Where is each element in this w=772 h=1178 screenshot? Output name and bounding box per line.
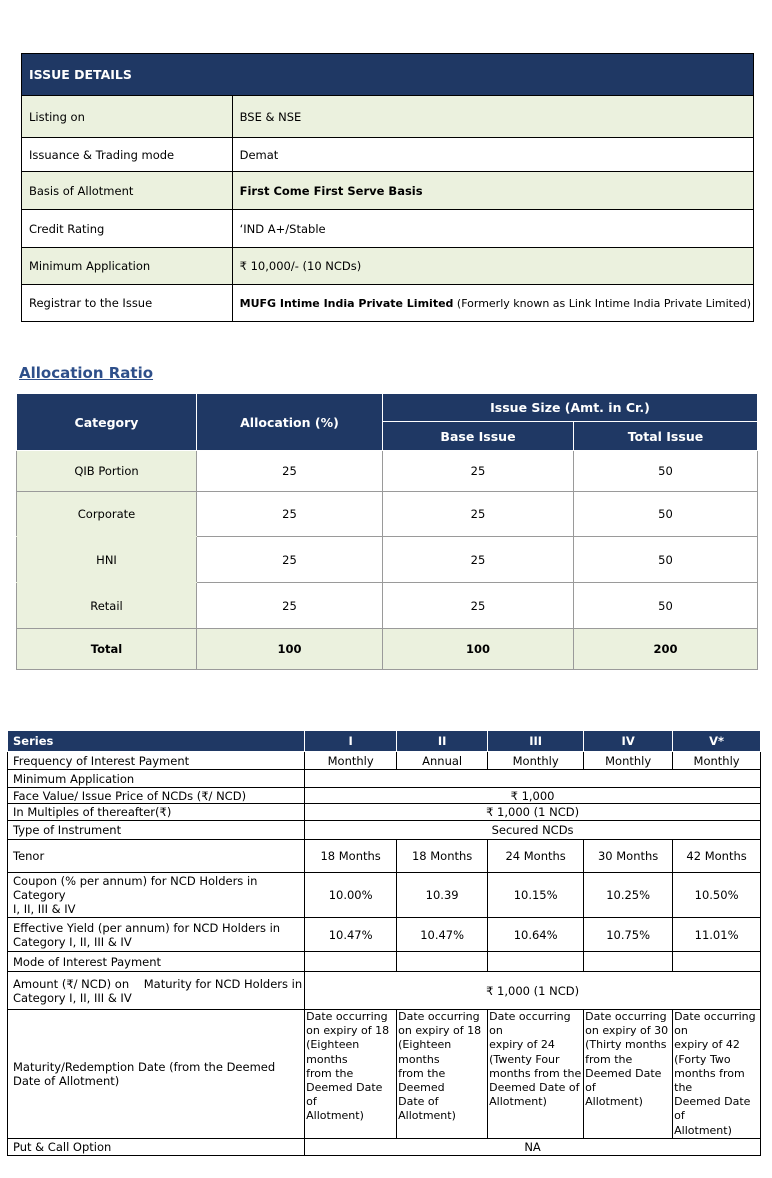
table-row: [8, 952, 761, 972]
series-header-col: III: [488, 731, 584, 752]
issue-details-table: [21, 53, 754, 322]
yield-cell: 11.01%: [673, 918, 761, 952]
allocation-cell: 25: [197, 492, 383, 537]
row-label: [8, 1010, 305, 1139]
row-label: Tenor: [8, 840, 305, 873]
table-row: [8, 918, 761, 952]
maturity-cell: [397, 1010, 488, 1139]
row-label: Credit Rating: [22, 210, 233, 248]
row-label: Mode of Interest Payment: [8, 952, 305, 972]
category-cell: Total: [17, 629, 197, 670]
maturity-line: Date of: [398, 1095, 439, 1109]
amount-label-line: Category I, II, III & IV: [13, 990, 132, 1005]
maturity-line: (Forty Two: [674, 1052, 731, 1066]
total-row: [17, 629, 758, 670]
table-row: [8, 1138, 761, 1155]
row-value: ₹ 10,000/- (10 NCDs): [232, 248, 753, 285]
maturity-label-line: Maturity/Redemption Date (from the Deemed: [13, 1059, 276, 1074]
row-label: [8, 918, 305, 952]
table-row: [8, 840, 761, 873]
total-cell: 200: [574, 629, 758, 670]
row-value: BSE & NSE: [232, 96, 753, 138]
empty-cell: [488, 952, 584, 972]
base-cell: 25: [383, 583, 574, 629]
allocation-cell: 25: [197, 451, 383, 492]
coupon-cell: 10.15%: [488, 873, 584, 918]
yield-cell: 10.64%: [488, 918, 584, 952]
yield-label-line: Category I, II, III & IV: [13, 934, 132, 949]
allocation-ratio-title: Allocation Ratio: [19, 364, 154, 382]
maturity-cell: [584, 1010, 673, 1139]
maturity-line: Allotment): [306, 1109, 364, 1123]
table-row: [17, 492, 758, 537]
maturity-line: Date occurring on: [489, 1010, 571, 1038]
series-header-col: II: [397, 731, 488, 752]
row-label: Registrar to the Issue: [22, 285, 233, 322]
series-header-row: [8, 731, 761, 752]
row-value: [232, 285, 753, 322]
row-label: Frequency of Interest Payment: [8, 752, 305, 770]
category-header: Category: [17, 394, 197, 451]
table-row: [22, 96, 754, 138]
empty-cell: [305, 952, 397, 972]
coupon-cell: 10.50%: [673, 873, 761, 918]
coupon-cell: 10.00%: [305, 873, 397, 918]
total-cell: 50: [574, 451, 758, 492]
total-cell: 50: [574, 583, 758, 629]
maturity-line: from the: [306, 1066, 354, 1080]
series-header-label: Series: [8, 731, 305, 752]
empty-cell: [397, 952, 488, 972]
table-row: [22, 138, 754, 172]
table-row: [22, 248, 754, 285]
maturity-line: Deemed Date of: [489, 1081, 580, 1095]
table-row: [8, 821, 761, 840]
maturity-line: from the Deemed: [398, 1066, 446, 1095]
maturity-label-line: Date of Allotment): [13, 1073, 120, 1088]
series-header-col: V*: [673, 731, 761, 752]
face-value-cell: ₹ 1,000: [305, 788, 761, 804]
coupon-label-line: I, II, III & IV: [13, 902, 76, 916]
row-label: Issuance & Trading mode: [22, 138, 233, 172]
maturity-line: Deemed Date of: [306, 1081, 383, 1109]
row-label: Put & Call Option: [8, 1138, 305, 1155]
table-row: [22, 210, 754, 248]
maturity-cell: [488, 1010, 584, 1139]
maturity-line: (Eighteen months: [306, 1038, 360, 1066]
base-cell: 25: [383, 537, 574, 583]
row-label: In Multiples of thereafter(₹): [8, 804, 305, 821]
tenor-cell: 18 Months: [397, 840, 488, 873]
series-header-col: IV: [584, 731, 673, 752]
frequency-cell: Monthly: [488, 752, 584, 770]
total-cell: 50: [574, 537, 758, 583]
coupon-cell: 10.39: [397, 873, 488, 918]
maturity-line: (Eighteen months: [398, 1038, 452, 1066]
maturity-line: Deemed Date of: [674, 1095, 751, 1123]
registrar-note: (Formerly known as Link Intime India Private Limited): [453, 296, 751, 310]
allocation-table: [16, 393, 758, 670]
row-value: ‘IND A+/Stable: [232, 210, 753, 248]
table-row: [8, 972, 761, 1010]
frequency-cell: Annual: [397, 752, 488, 770]
table-row: [8, 873, 761, 918]
coupon-label-line: Category: [13, 888, 66, 902]
maturity-line: on expiry of 18: [306, 1024, 390, 1038]
maturity-cell: [305, 1010, 397, 1139]
row-label: Listing on: [22, 96, 233, 138]
maturity-line: Date occurring: [398, 1010, 480, 1023]
frequency-cell: Monthly: [584, 752, 673, 770]
row-label: Type of Instrument: [8, 821, 305, 840]
maturity-line: Allotment): [585, 1095, 643, 1109]
row-value: Demat: [232, 138, 753, 172]
maturity-line: (Twenty Four: [489, 1052, 560, 1066]
maturity-line: Deemed Date of: [585, 1066, 662, 1095]
table-row: [17, 583, 758, 629]
row-label: [8, 873, 305, 918]
row-label: Minimum Application: [22, 248, 233, 285]
total-cell: 50: [574, 492, 758, 537]
maturity-line: from the: [585, 1052, 633, 1066]
table-row: [8, 788, 761, 804]
row-value: First Come First Serve Basis: [232, 172, 753, 210]
issue-details-header: ISSUE DETAILS: [22, 54, 754, 96]
table-row: [17, 537, 758, 583]
base-cell: 25: [383, 492, 574, 537]
total-issue-header: Total Issue: [574, 422, 758, 451]
category-cell: Retail: [17, 583, 197, 629]
tenor-cell: 18 Months: [305, 840, 397, 873]
maturity-line: Date occurring: [306, 1010, 388, 1023]
maturity-line: Date occurring on: [674, 1010, 756, 1038]
allocation-cell: 25: [197, 537, 383, 583]
maturity-line: expiry of 24: [489, 1038, 555, 1052]
maturity-line: on expiry of 18: [398, 1024, 482, 1038]
row-label: Basis of Allotment: [22, 172, 233, 210]
table-row: [8, 804, 761, 821]
empty-cell: [673, 952, 761, 972]
table-row: [8, 1010, 761, 1139]
multiples-cell: ₹ 1,000 (1 NCD): [305, 804, 761, 821]
maturity-line: (Thirty months: [585, 1038, 667, 1052]
series-table: [7, 730, 761, 1156]
allocation-cell: 100: [197, 629, 383, 670]
registrar-name: MUFG Intime India Private Limited: [239, 296, 454, 310]
allocation-header-row: [17, 394, 758, 422]
series-header-col: I: [305, 731, 397, 752]
allocation-cell: 25: [197, 583, 383, 629]
yield-cell: 10.75%: [584, 918, 673, 952]
frequency-cell: Monthly: [673, 752, 761, 770]
empty-cell: [305, 770, 761, 788]
row-label: Face Value/ Issue Price of NCDs (₹/ NCD): [8, 788, 305, 804]
maturity-line: Allotment): [489, 1095, 547, 1109]
issue-size-header: Issue Size (Amt. in Cr.): [383, 394, 758, 422]
category-cell: HNI: [17, 537, 197, 583]
table-row: [8, 752, 761, 770]
amount-cell: ₹ 1,000 (1 NCD): [305, 972, 761, 1010]
yield-cell: 10.47%: [397, 918, 488, 952]
maturity-line: months from the: [489, 1066, 582, 1080]
table-row: [8, 770, 761, 788]
maturity-line: Date occurring: [585, 1010, 667, 1023]
put-call-cell: NA: [305, 1138, 761, 1155]
yield-label-line: Effective Yield (per annum) for NCD Holders in: [13, 920, 281, 935]
maturity-line: Allotment): [674, 1123, 732, 1137]
table-row: [22, 172, 754, 210]
frequency-cell: Monthly: [305, 752, 397, 770]
table-row: [17, 451, 758, 492]
maturity-line: months from the: [674, 1066, 745, 1095]
base-cell: 25: [383, 451, 574, 492]
instrument-cell: Secured NCDs: [305, 821, 761, 840]
tenor-cell: 24 Months: [488, 840, 584, 873]
coupon-cell: 10.25%: [584, 873, 673, 918]
empty-cell: [584, 952, 673, 972]
maturity-line: Allotment): [398, 1109, 456, 1123]
coupon-label-line: Coupon (% per annum) for NCD Holders in: [13, 874, 258, 888]
tenor-cell: 42 Months: [673, 840, 761, 873]
allocation-header: Allocation (%): [197, 394, 383, 451]
row-label: Minimum Application: [8, 770, 305, 788]
base-cell: 100: [383, 629, 574, 670]
maturity-cell: [673, 1010, 761, 1139]
amount-label-line: Amount (₹/ NCD) on Maturity for NCD Holders in: [13, 976, 303, 991]
maturity-line: on expiry of 30: [585, 1024, 669, 1038]
maturity-line: expiry of 42: [674, 1038, 740, 1052]
table-row: [22, 285, 754, 322]
category-cell: Corporate: [17, 492, 197, 537]
tenor-cell: 30 Months: [584, 840, 673, 873]
yield-cell: 10.47%: [305, 918, 397, 952]
issue-details-header-row: [22, 54, 754, 96]
row-label: [8, 972, 305, 1010]
category-cell: QIB Portion: [17, 451, 197, 492]
base-issue-header: Base Issue: [383, 422, 574, 451]
